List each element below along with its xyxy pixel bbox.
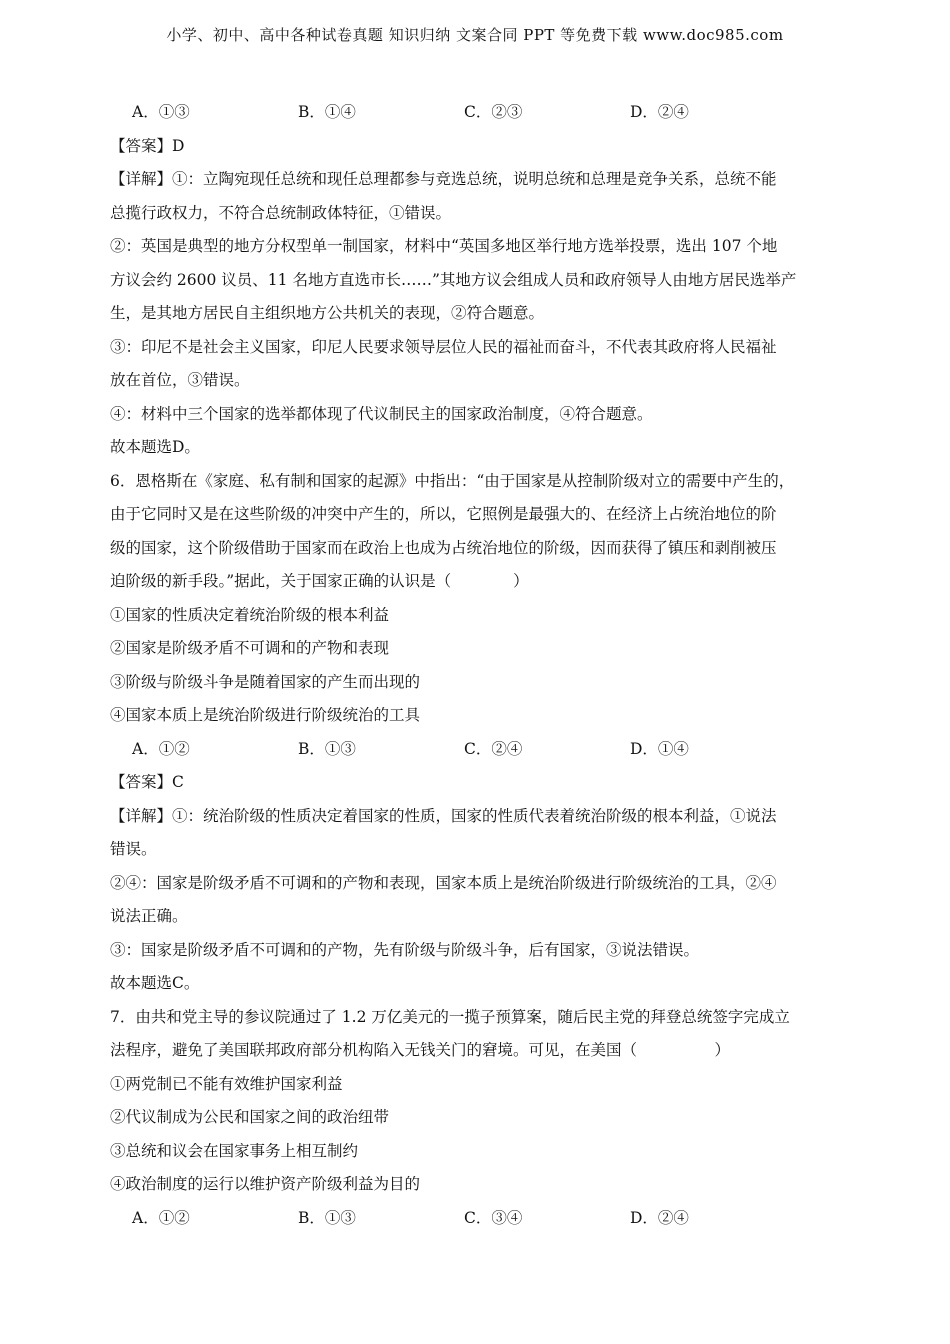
q7-statement: ④政治制度的运行以维护资产阶级利益为目的 xyxy=(110,1175,421,1193)
q5-option-c: C．②③ xyxy=(464,103,523,121)
q6-detail-line: ③：国家是阶级矛盾不可调和的产物，先有阶级与阶级斗争，后有国家，③说法错误。 xyxy=(110,940,700,959)
q5-detail-line: ③：印尼不是社会主义国家，印尼人民要求领导层位人民的福祉而奋斗，不代表其政府将人民福祉 xyxy=(110,337,777,356)
q6-answer: 【答案】C xyxy=(110,773,184,791)
q7-statement: ①两党制已不能有效维护国家利益 xyxy=(110,1074,343,1093)
q5-detail-line: 方议会约 2600 议员、11 名地方直选市长……”其地方议会组成人员和政府领导人由地方居民选举产 xyxy=(110,270,797,289)
q5-detail-line: 生，是其地方居民自主组织地方公共机关的表现，②符合题意。 xyxy=(110,304,545,322)
q6-option-b: B．①③ xyxy=(298,739,356,758)
q5-detail-line: ④：材料中三个国家的选举都体现了代议制民主的国家政治制度，④符合题意。 xyxy=(110,404,653,423)
q7-statement: ③总统和议会在国家事务上相互制约 xyxy=(110,1141,359,1160)
q6-detail-line: 【详解】①：统治阶级的性质决定着国家的性质，国家的性质代表着统治阶级的根本利益，①说法 xyxy=(110,806,777,825)
q6-stem-line: 6．恩格斯在《家庭、私有制和国家的起源》中指出：“由于国家是从控制阶级对立的需要中产生的， xyxy=(110,471,795,490)
q7-options xyxy=(110,1202,850,1236)
q6-stem-line: 由于它同时又是在这些阶级的冲突中产生的，所以，它照例是最强大的、在经济上占统治地位的阶 xyxy=(110,505,777,523)
q6-stem-line: 迫阶级的新手段。”据此，关于国家正确的认识是（ ） xyxy=(110,572,529,590)
q5-detail-line: ②：英国是典型的地方分权型单一制国家，材料中“英国多地区举行地方选举投票，选出 107 个地 xyxy=(110,237,778,255)
q5-conclusion: 故本题选D。 xyxy=(110,438,200,456)
q7-option-b: B．①③ xyxy=(298,1208,356,1227)
q7-option-c: C．③④ xyxy=(464,1208,523,1227)
q5-option-a: A．①③ xyxy=(132,103,190,121)
q5-answer: 【答案】D xyxy=(110,136,185,155)
q6-detail-line: ②④：国家是阶级矛盾不可调和的产物和表现，国家本质上是统治阶级进行阶级统治的工具，②④ xyxy=(110,873,777,892)
q5-detail-line: 总揽行政权力，不符合总统制政体特征，①错误。 xyxy=(110,203,452,222)
q6-option-d: D．①④ xyxy=(630,739,689,758)
q7-option-a: A．①② xyxy=(132,1208,190,1227)
q6-conclusion: 故本题选C。 xyxy=(110,974,200,992)
q6-statement: ③阶级与阶级斗争是随着国家的产生而出现的 xyxy=(110,672,421,691)
q7-statement: ②代议制成为公民和国家之间的政治纽带 xyxy=(110,1108,390,1126)
q7-stem-line: 法程序，避免了美国联邦政府部分机构陷入无钱关门的窘境。可见，在美国（ ） xyxy=(110,1041,731,1059)
q6-option-a: A．①② xyxy=(132,739,190,758)
q6-statement: ②国家是阶级矛盾不可调和的产物和表现 xyxy=(110,639,390,657)
q7-option-d: D．②④ xyxy=(630,1208,689,1227)
q6-stem-line: 级的国家，这个阶级借助于国家而在政治上也成为占统治地位的阶级，因而获得了镇压和剥削被压 xyxy=(110,538,777,557)
q6-statement: ①国家的性质决定着统治阶级的根本利益 xyxy=(110,605,390,624)
q6-option-c: C．②④ xyxy=(464,739,523,758)
q6-detail-line: 说法正确。 xyxy=(110,907,188,925)
q5-detail-line: 【详解】①：立陶宛现任总统和现任总理都参与竞选总统，说明总统和总理是竞争关系，总统不能 xyxy=(110,170,777,188)
q6-detail-line: 错误。 xyxy=(110,840,157,858)
document-body xyxy=(110,96,850,1235)
q5-detail-line: 放在首位，③错误。 xyxy=(110,371,250,389)
q5-option-b: B．①④ xyxy=(298,103,356,121)
q5-option-d: D．②④ xyxy=(630,103,689,121)
q7-stem-line: 7．由共和党主导的参议院通过了 1.2 万亿美元的一揽子预算案，随后民主党的拜登总统签字完成立 xyxy=(110,1007,790,1026)
page-header: 小学、初中、高中各种试卷真题 知识归纳 文案合同 PPT 等免费下载 www.doc985.com xyxy=(166,26,784,44)
q5-options xyxy=(110,96,850,130)
q6-options xyxy=(110,733,850,767)
q6-statement: ④国家本质上是统治阶级进行阶级统治的工具 xyxy=(110,706,421,724)
